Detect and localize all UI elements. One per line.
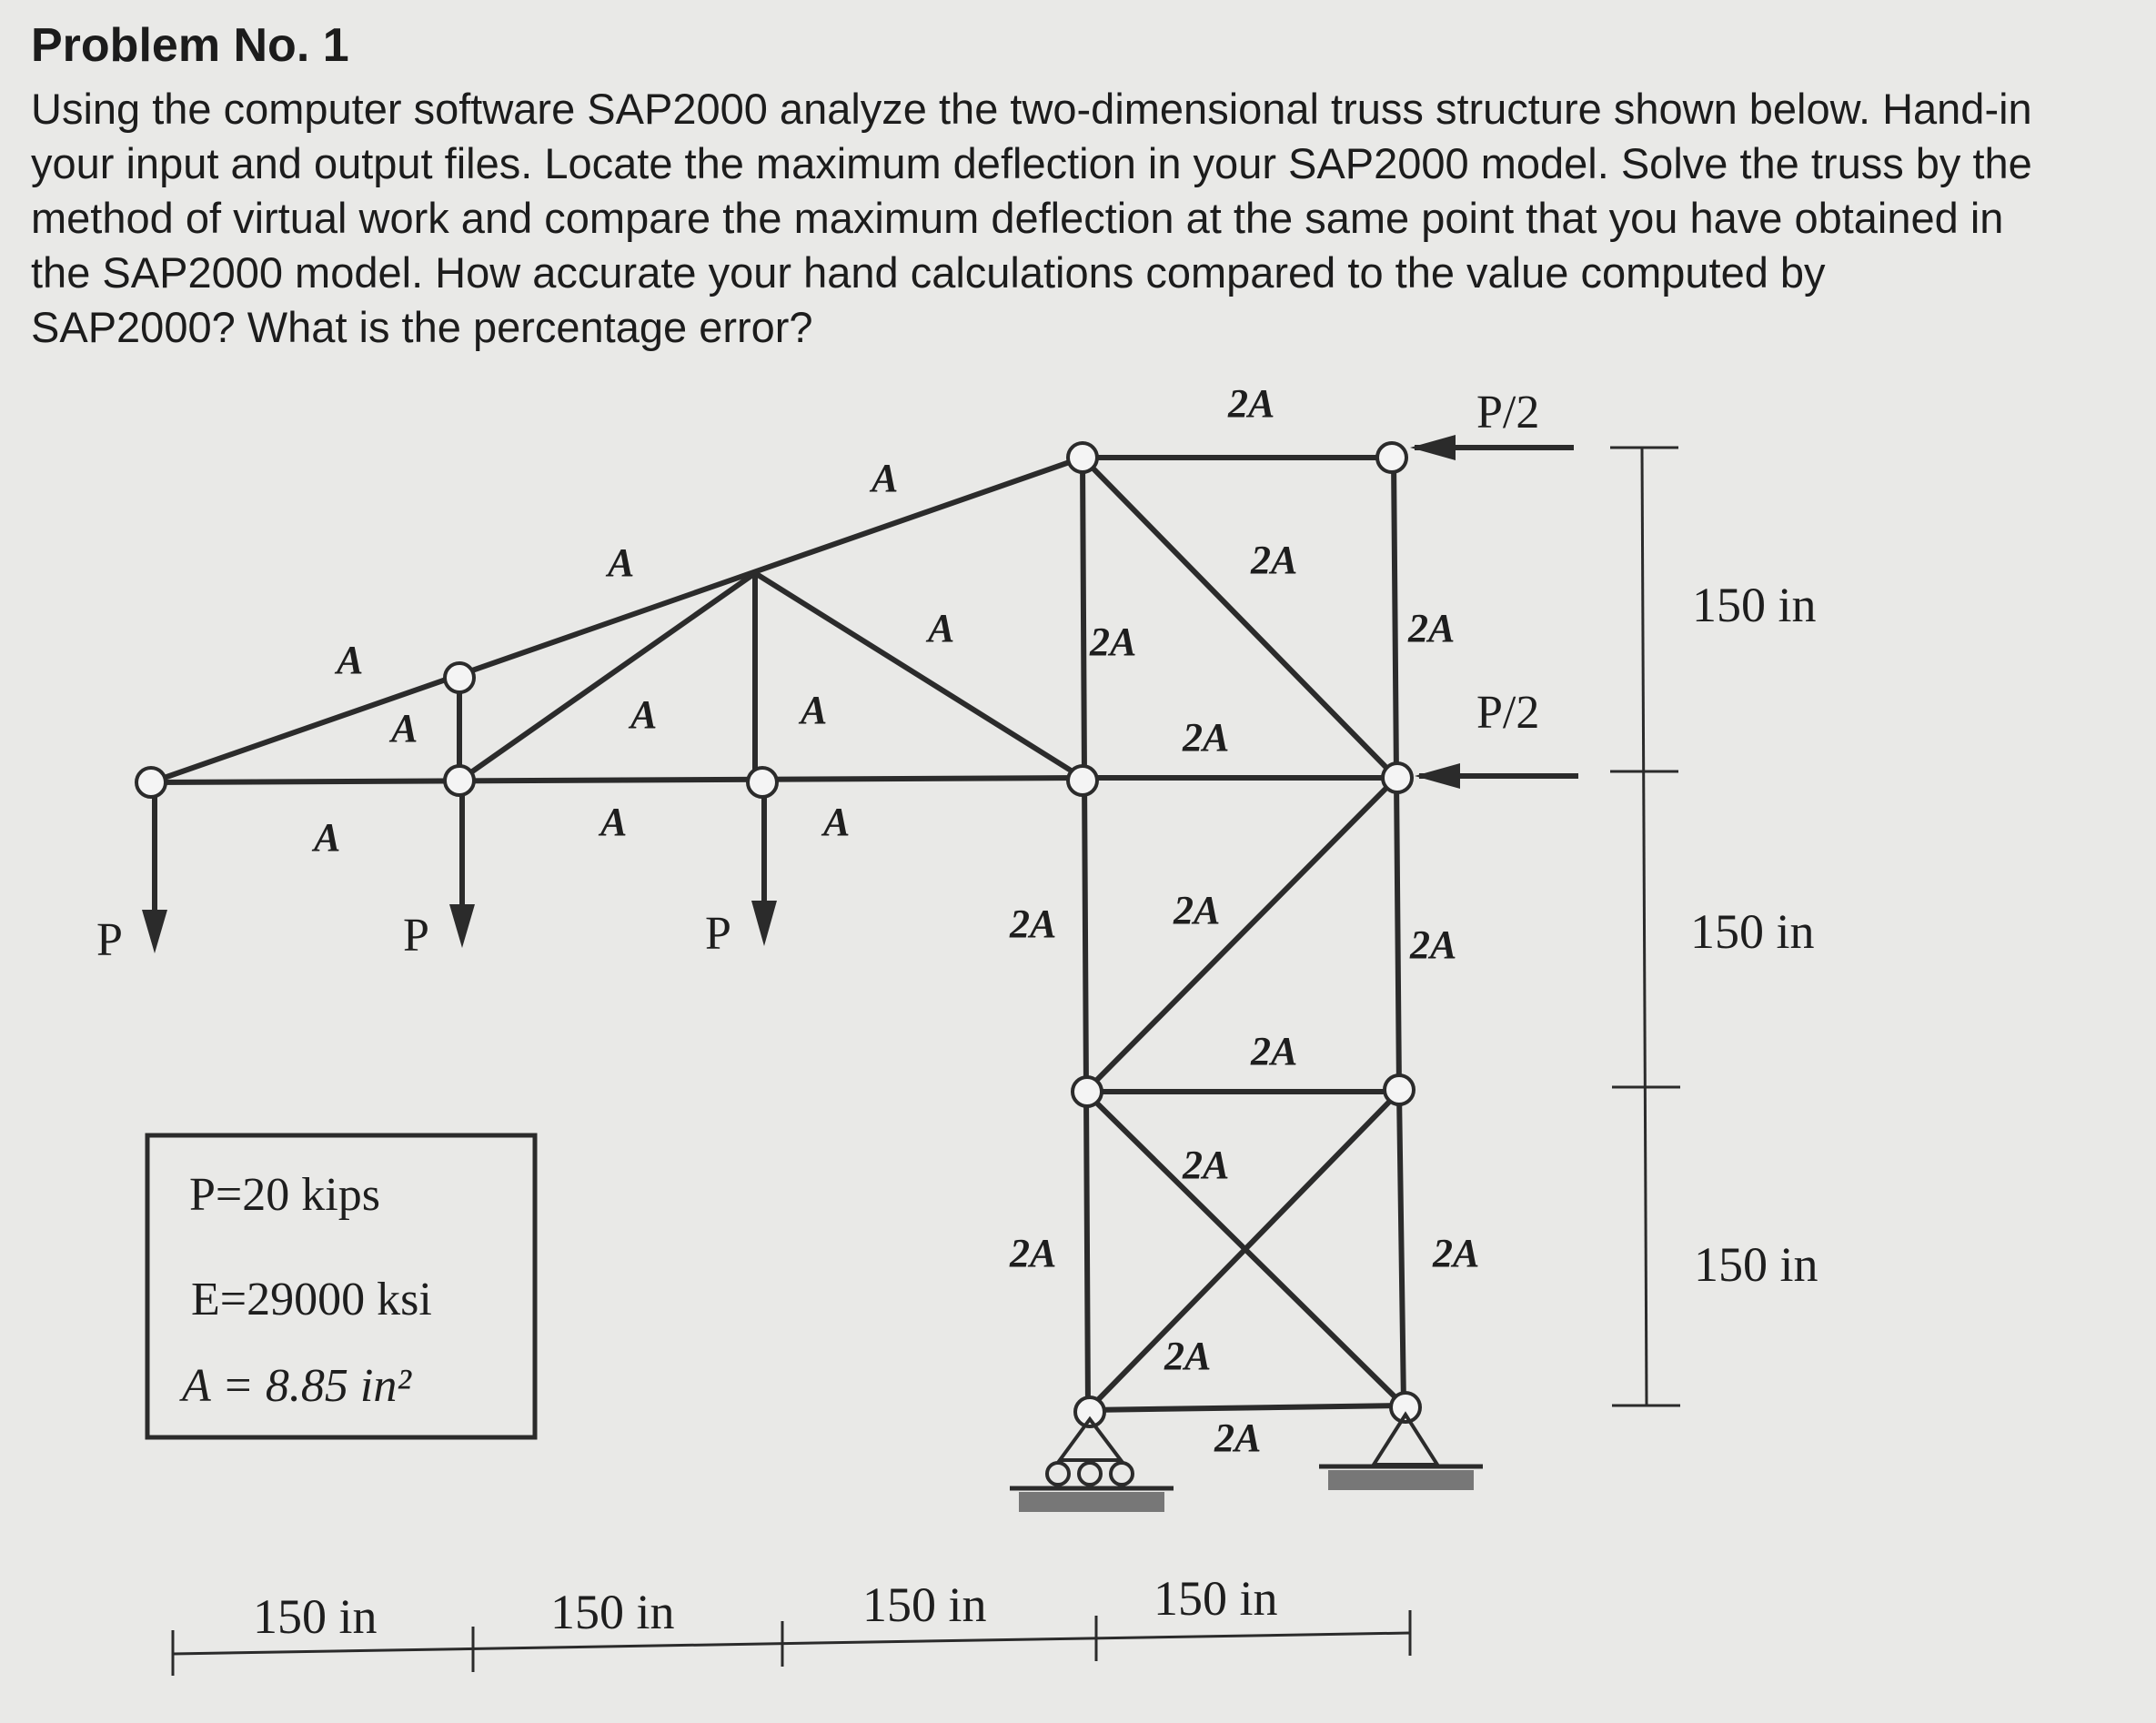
area-label: A bbox=[871, 456, 899, 500]
roller-wheel bbox=[1079, 1463, 1101, 1485]
dimension-label: 150 in bbox=[1692, 578, 1817, 632]
joint bbox=[1068, 766, 1097, 795]
problem-title: Problem No. 1 bbox=[31, 19, 349, 72]
dimension-label: 150 in bbox=[1690, 904, 1815, 959]
dimension-label: 150 in bbox=[253, 1589, 378, 1644]
joint bbox=[1385, 1075, 1414, 1104]
roller-wheel bbox=[1047, 1463, 1069, 1485]
area-label: A bbox=[801, 688, 828, 732]
horizontal-loads bbox=[1410, 387, 1578, 789]
given-modulus: E=29000 ksi bbox=[191, 1274, 432, 1325]
joint bbox=[136, 768, 166, 797]
area-label: 2A bbox=[1228, 381, 1275, 426]
area-label: A bbox=[608, 540, 635, 585]
member-bottom-chord bbox=[151, 778, 1083, 782]
load-label-p-1: P bbox=[96, 914, 123, 966]
member-tower-right-upper bbox=[1394, 458, 1396, 778]
area-label: 2A bbox=[1251, 538, 1298, 582]
area-label: 2A bbox=[1174, 888, 1221, 932]
load-label-p-3: P bbox=[705, 908, 731, 960]
member-tower-base bbox=[1088, 1406, 1404, 1410]
joint bbox=[445, 766, 474, 795]
dimension-label: 150 in bbox=[550, 1585, 675, 1639]
load-arrowhead-2 bbox=[449, 904, 475, 948]
area-label: 2A bbox=[1214, 1416, 1262, 1460]
joint bbox=[1383, 763, 1412, 792]
member-tower-right-low bbox=[1399, 1092, 1404, 1406]
member-tower-right-mid bbox=[1396, 778, 1399, 1092]
member-labels bbox=[311, 381, 1479, 1460]
dimension-label: 150 in bbox=[1154, 1571, 1278, 1626]
area-label: A bbox=[928, 606, 955, 650]
member-tower-left bbox=[1083, 458, 1088, 1410]
truss-members bbox=[151, 458, 1404, 1410]
problem-description: Using the computer software SAP2000 analyze the two-dimensional truss structure shown below. Hand-in your input and output files. Locate the maximum deflection in your SAP2000 model. Solve the truss by the method of virtual work and compare the maximum deflection at the same point that you have obtained in the SAP2000 model. How accurate your hand calculations compared to the value computed by SAP2000? What is the percentage error? bbox=[31, 85, 2032, 351]
area-label: 2A bbox=[1410, 922, 1457, 967]
area-label: A bbox=[337, 638, 364, 682]
area-label: 2A bbox=[1090, 620, 1137, 664]
joint bbox=[1377, 443, 1406, 472]
joint bbox=[1073, 1077, 1102, 1106]
pin-support bbox=[1319, 1415, 1483, 1490]
given-area: A = 8.85 in² bbox=[182, 1360, 411, 1412]
load-arrowhead-3 bbox=[751, 901, 777, 946]
area-label: A bbox=[314, 815, 341, 860]
ground-hatch bbox=[1328, 1470, 1474, 1490]
joint bbox=[1068, 443, 1097, 472]
area-label: 2A bbox=[1010, 902, 1057, 946]
area-label: 2A bbox=[1010, 1231, 1057, 1275]
area-label: 2A bbox=[1183, 715, 1230, 760]
load-arrowhead-top bbox=[1410, 435, 1456, 460]
roller-wheel bbox=[1111, 1463, 1133, 1485]
member-tower-diag-top bbox=[1083, 458, 1396, 778]
member-diagonal-2 bbox=[755, 573, 1083, 778]
given-load: P=20 kips bbox=[189, 1169, 380, 1221]
dimension-label: 150 in bbox=[862, 1577, 987, 1632]
load-label-half-top: P/2 bbox=[1476, 387, 1540, 438]
area-label: A bbox=[823, 800, 851, 844]
load-arrowhead-1 bbox=[142, 910, 167, 953]
dimension-line bbox=[1642, 448, 1647, 1406]
load-label-p-2: P bbox=[403, 910, 429, 962]
vertical-dimensions bbox=[1610, 448, 1818, 1406]
given-values-box bbox=[147, 1135, 535, 1437]
area-label: A bbox=[391, 706, 418, 751]
member-diagonal-1 bbox=[459, 573, 755, 781]
area-label: 2A bbox=[1433, 1231, 1480, 1275]
joint bbox=[445, 663, 474, 692]
ground-hatch bbox=[1019, 1492, 1164, 1512]
member-tower-diag-mid bbox=[1085, 778, 1396, 1092]
load-label-half-mid: P/2 bbox=[1476, 687, 1540, 739]
area-label: 2A bbox=[1251, 1029, 1298, 1073]
vertical-loads bbox=[96, 784, 777, 966]
joint bbox=[748, 768, 777, 797]
area-label: 2A bbox=[1183, 1143, 1230, 1187]
horizontal-dimensions bbox=[173, 1571, 1410, 1676]
area-label: 2A bbox=[1164, 1334, 1212, 1378]
area-label: A bbox=[630, 692, 658, 737]
dimension-label: 150 in bbox=[1694, 1237, 1818, 1292]
area-label: 2A bbox=[1408, 606, 1456, 650]
roller-support bbox=[1010, 1419, 1174, 1512]
area-label: A bbox=[600, 800, 628, 844]
load-arrowhead-mid bbox=[1415, 763, 1460, 789]
